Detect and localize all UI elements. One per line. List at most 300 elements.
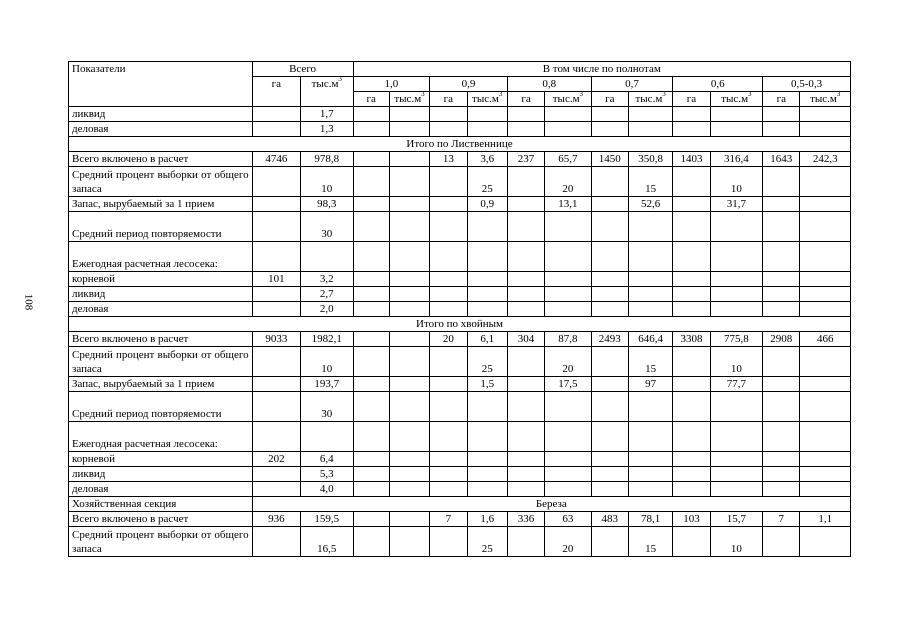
forest-allowance-table — [68, 61, 851, 557]
table-cell — [800, 452, 851, 467]
table-cell — [507, 467, 544, 482]
header-density-1: 1,0 — [353, 77, 430, 92]
table-cell — [252, 347, 300, 377]
table-cell — [763, 242, 800, 272]
header-unit-ha: га — [430, 92, 467, 107]
table-cell — [591, 242, 628, 272]
header-row-1 — [69, 62, 851, 77]
table-cell — [430, 167, 467, 197]
table-cell: 1,3 — [301, 122, 353, 137]
table-cell: 15 — [628, 527, 672, 557]
table-cell — [252, 422, 300, 452]
table-cell — [673, 212, 710, 242]
table-cell — [591, 377, 628, 392]
table-cell — [763, 122, 800, 137]
table-cell — [507, 272, 544, 287]
table-row — [69, 152, 851, 167]
table-cell — [353, 377, 389, 392]
table-cell — [800, 482, 851, 497]
table-cell: 1,1 — [800, 512, 851, 527]
table-cell — [467, 242, 507, 272]
table-cell — [673, 347, 710, 377]
table-cell: 20 — [545, 527, 591, 557]
table-cell — [353, 107, 389, 122]
table-cell — [467, 452, 507, 467]
table-cell: 101 — [252, 272, 300, 287]
header-unit-ha: га — [353, 92, 389, 107]
table-cell — [353, 422, 389, 452]
header-unit-ha: га — [673, 92, 710, 107]
table-cell: 466 — [800, 332, 851, 347]
section-label: Хозяйственная секция — [69, 497, 253, 512]
table-cell — [591, 197, 628, 212]
header-unit-m3: $тыс.м^3$ — [389, 92, 429, 107]
table-cell — [507, 167, 544, 197]
table-cell — [591, 527, 628, 557]
table-cell: 2908 — [763, 332, 800, 347]
row-label: деловая — [69, 302, 253, 317]
table-cell — [545, 422, 591, 452]
table-cell — [252, 167, 300, 197]
table-cell — [628, 392, 672, 422]
table-cell — [430, 287, 467, 302]
table-cell — [430, 377, 467, 392]
table-cell — [800, 272, 851, 287]
table-row — [69, 272, 851, 287]
table-cell: 6,4 — [301, 452, 353, 467]
table-cell — [507, 452, 544, 467]
table-cell — [763, 467, 800, 482]
header-unit-m3: $тыс.м^3$ — [800, 92, 851, 107]
table-cell — [389, 302, 429, 317]
table-cell — [252, 527, 300, 557]
header-density-4: 0,7 — [591, 77, 673, 92]
table-cell — [800, 302, 851, 317]
table-cell — [673, 377, 710, 392]
header-density-5: 0,6 — [673, 77, 763, 92]
table-cell — [591, 107, 628, 122]
header-unit-ha: га — [763, 92, 800, 107]
table-cell: 646,4 — [628, 332, 672, 347]
header-density-2: 0,9 — [430, 77, 508, 92]
table-cell — [467, 392, 507, 422]
header-total-m3: $тыс.м^3$ — [301, 77, 353, 107]
table-cell — [353, 242, 389, 272]
table-row — [69, 137, 851, 152]
table-cell — [507, 392, 544, 422]
table-cell — [800, 197, 851, 212]
table-cell: 10 — [710, 527, 762, 557]
row-label: деловая — [69, 122, 253, 137]
table-cell — [507, 422, 544, 452]
table-cell: 4,0 — [301, 482, 353, 497]
table-cell: 13 — [430, 152, 467, 167]
table-cell: 5,3 — [301, 467, 353, 482]
table-row — [69, 332, 851, 347]
table-cell — [800, 107, 851, 122]
table-cell — [301, 242, 353, 272]
table-cell — [430, 122, 467, 137]
table-cell — [763, 302, 800, 317]
table-cell — [389, 167, 429, 197]
header-indicators: Показатели — [69, 62, 253, 107]
table-cell: 202 — [252, 452, 300, 467]
table-cell — [763, 197, 800, 212]
table-cell: 52,6 — [628, 197, 672, 212]
table-cell: 25 — [467, 527, 507, 557]
table-row — [69, 497, 851, 512]
table-cell — [467, 212, 507, 242]
table-cell — [353, 482, 389, 497]
table-cell — [800, 122, 851, 137]
table-cell: 63 — [545, 512, 591, 527]
table-cell — [507, 242, 544, 272]
table-cell — [430, 422, 467, 452]
table-cell — [591, 347, 628, 377]
table-cell — [591, 122, 628, 137]
table-cell: 13,1 — [545, 197, 591, 212]
table-cell — [389, 377, 429, 392]
table-cell — [545, 122, 591, 137]
table-cell — [628, 482, 672, 497]
table-cell — [591, 482, 628, 497]
table-cell — [389, 287, 429, 302]
table-cell — [628, 302, 672, 317]
table-cell — [467, 272, 507, 287]
table-cell — [628, 272, 672, 287]
table-cell — [389, 197, 429, 212]
table-cell: 10 — [710, 167, 762, 197]
table-cell — [800, 467, 851, 482]
table-cell — [710, 212, 762, 242]
table-cell — [353, 272, 389, 287]
table-cell — [353, 152, 389, 167]
table-cell — [467, 287, 507, 302]
table-cell — [353, 527, 389, 557]
table-cell: 1643 — [763, 152, 800, 167]
table-cell: 304 — [507, 332, 544, 347]
table-cell — [591, 467, 628, 482]
table-cell: 3,6 — [467, 152, 507, 167]
table-cell: 1,5 — [467, 377, 507, 392]
table-cell — [710, 392, 762, 422]
table-cell — [628, 122, 672, 137]
table-cell — [800, 527, 851, 557]
table-cell — [389, 347, 429, 377]
table-cell — [673, 527, 710, 557]
table-cell — [301, 422, 353, 452]
table-cell — [252, 377, 300, 392]
table-cell — [353, 167, 389, 197]
table-cell — [507, 122, 544, 137]
table-cell — [673, 467, 710, 482]
table-row — [69, 467, 851, 482]
table-row — [69, 122, 851, 137]
table-cell: 78,1 — [628, 512, 672, 527]
table-cell — [389, 107, 429, 122]
table-cell — [467, 422, 507, 452]
table-cell — [763, 482, 800, 497]
table-cell: 7 — [763, 512, 800, 527]
table-cell — [252, 467, 300, 482]
table-row — [69, 197, 851, 212]
table-cell — [545, 212, 591, 242]
table-cell — [591, 302, 628, 317]
table-cell: 65,7 — [545, 152, 591, 167]
table-cell — [353, 287, 389, 302]
table-cell — [710, 107, 762, 122]
table-cell — [763, 272, 800, 287]
table-cell — [430, 272, 467, 287]
table-cell — [467, 107, 507, 122]
row-label: ликвид — [69, 467, 253, 482]
table-cell — [673, 392, 710, 422]
table-cell — [252, 392, 300, 422]
table-cell: 20 — [430, 332, 467, 347]
table-row — [69, 512, 851, 527]
table-row — [69, 392, 851, 422]
table-cell — [507, 107, 544, 122]
table-cell — [507, 302, 544, 317]
table-cell — [252, 197, 300, 212]
row-label: Ежегодная расчетная лесосека: — [69, 422, 253, 452]
table-cell — [389, 332, 429, 347]
table-cell: 316,4 — [710, 152, 762, 167]
header-unit-m3: $тыс.м^3$ — [710, 92, 762, 107]
table-cell — [545, 452, 591, 467]
section-header: Итого по Лиственнице — [69, 137, 851, 152]
table-cell — [591, 212, 628, 242]
table-cell — [673, 287, 710, 302]
table-row — [69, 452, 851, 467]
table-row — [69, 527, 851, 557]
table-cell — [673, 452, 710, 467]
table-row — [69, 347, 851, 377]
table-cell — [800, 212, 851, 242]
header-unit-ha: га — [591, 92, 628, 107]
table-cell: 1403 — [673, 152, 710, 167]
header-total: Всего — [252, 62, 353, 77]
row-label: ликвид — [69, 287, 253, 302]
table-cell — [467, 122, 507, 137]
table-cell — [252, 107, 300, 122]
table-cell — [430, 392, 467, 422]
table-cell — [353, 347, 389, 377]
row-label: корневой — [69, 272, 253, 287]
row-label: Средний процент выборки от общего запаса — [69, 167, 253, 197]
table-cell — [507, 377, 544, 392]
table-cell — [628, 422, 672, 452]
table-cell: 77,7 — [710, 377, 762, 392]
table-cell — [545, 302, 591, 317]
row-label: корневой — [69, 452, 253, 467]
header-density-6: 0,5-0,3 — [763, 77, 851, 92]
table-cell — [353, 512, 389, 527]
table-row — [69, 212, 851, 242]
table-cell — [353, 302, 389, 317]
table-cell — [430, 107, 467, 122]
table-cell: 31,7 — [710, 197, 762, 212]
table-cell: 30 — [301, 212, 353, 242]
table-cell — [507, 197, 544, 212]
table-cell — [763, 422, 800, 452]
table-cell — [628, 287, 672, 302]
row-label: Ежегодная расчетная лесосека: — [69, 242, 253, 272]
table-cell — [763, 167, 800, 197]
table-cell — [710, 122, 762, 137]
table-cell — [507, 287, 544, 302]
row-label: ликвид — [69, 107, 253, 122]
row-label: Всего включено в расчет — [69, 512, 253, 527]
table-cell — [353, 122, 389, 137]
table-cell: 2,0 — [301, 302, 353, 317]
table-cell — [800, 242, 851, 272]
table-cell — [673, 422, 710, 452]
header-density-3: 0,8 — [507, 77, 591, 92]
table-cell: 6,1 — [467, 332, 507, 347]
table-cell: 25 — [467, 167, 507, 197]
table-cell — [591, 392, 628, 422]
table-cell — [591, 287, 628, 302]
table-cell — [763, 527, 800, 557]
table-cell — [430, 242, 467, 272]
table-cell — [430, 302, 467, 317]
table-cell — [430, 347, 467, 377]
table-cell: 0,9 — [467, 197, 507, 212]
table-cell — [710, 272, 762, 287]
table-cell: 20 — [545, 167, 591, 197]
table-cell: 237 — [507, 152, 544, 167]
table-cell: 4746 — [252, 152, 300, 167]
table-cell — [545, 272, 591, 287]
table-row — [69, 107, 851, 122]
table-cell: 1450 — [591, 152, 628, 167]
table-cell — [430, 197, 467, 212]
table-cell: 25 — [467, 347, 507, 377]
table-row — [69, 287, 851, 302]
table-cell — [673, 272, 710, 287]
table-cell — [673, 197, 710, 212]
table-cell — [507, 212, 544, 242]
table-cell — [353, 332, 389, 347]
row-label: Средний процент выборки от общего запаса — [69, 527, 253, 557]
table-cell — [800, 422, 851, 452]
table-cell — [710, 482, 762, 497]
table-row — [69, 317, 851, 332]
table-cell: 1,7 — [301, 107, 353, 122]
table-cell — [467, 467, 507, 482]
table-cell — [800, 287, 851, 302]
table-cell — [800, 167, 851, 197]
table-cell — [353, 467, 389, 482]
row-label: Всего включено в расчет — [69, 332, 253, 347]
table-cell: 978,8 — [301, 152, 353, 167]
table-cell — [673, 122, 710, 137]
table-cell — [710, 422, 762, 452]
table-cell — [252, 482, 300, 497]
table-cell — [800, 392, 851, 422]
header-total-ha: га — [252, 77, 300, 107]
table-cell — [673, 242, 710, 272]
table-cell — [545, 242, 591, 272]
table-cell — [252, 242, 300, 272]
table-cell — [591, 167, 628, 197]
table-cell — [763, 347, 800, 377]
table-cell: 159,5 — [301, 512, 353, 527]
section-header: Итого по хвойным — [69, 317, 851, 332]
table-cell: 10 — [301, 167, 353, 197]
table-row — [69, 302, 851, 317]
table-cell — [389, 242, 429, 272]
table-cell: 242,3 — [800, 152, 851, 167]
table-cell — [673, 167, 710, 197]
table-cell — [507, 347, 544, 377]
table-cell — [545, 482, 591, 497]
table-cell: 483 — [591, 512, 628, 527]
table-cell — [353, 452, 389, 467]
table-cell: 350,8 — [628, 152, 672, 167]
table-cell: 336 — [507, 512, 544, 527]
table-cell: 7 — [430, 512, 467, 527]
table-cell — [353, 212, 389, 242]
table-cell — [628, 242, 672, 272]
table-row — [69, 242, 851, 272]
table-cell: 9033 — [252, 332, 300, 347]
table-cell — [545, 107, 591, 122]
table-cell — [763, 212, 800, 242]
row-label: деловая — [69, 482, 253, 497]
section-value: Береза — [252, 497, 850, 512]
table-cell — [467, 482, 507, 497]
table-cell: 103 — [673, 512, 710, 527]
table-cell — [252, 302, 300, 317]
table-cell: 193,7 — [301, 377, 353, 392]
row-label: Всего включено в расчет — [69, 152, 253, 167]
table-cell — [763, 287, 800, 302]
table-cell: 16,5 — [301, 527, 353, 557]
table-cell — [389, 212, 429, 242]
row-label: Средний период повторяемости — [69, 212, 253, 242]
row-label: Средний период повторяемости — [69, 392, 253, 422]
table-cell — [389, 512, 429, 527]
table-cell — [430, 452, 467, 467]
table-cell — [389, 482, 429, 497]
table-cell — [252, 122, 300, 137]
table-cell — [673, 482, 710, 497]
table-cell: 936 — [252, 512, 300, 527]
table-cell: 10 — [710, 347, 762, 377]
table-cell — [710, 287, 762, 302]
table-cell — [353, 392, 389, 422]
table-cell — [389, 527, 429, 557]
table-cell — [763, 377, 800, 392]
table-cell: 30 — [301, 392, 353, 422]
table-cell — [591, 452, 628, 467]
table-cell — [430, 482, 467, 497]
table-cell: 775,8 — [710, 332, 762, 347]
header-by-density: В том числе по полнотам — [353, 62, 850, 77]
table-cell — [628, 107, 672, 122]
table-cell: 3308 — [673, 332, 710, 347]
table-cell — [710, 452, 762, 467]
table-cell — [389, 392, 429, 422]
page-number: 108 — [22, 293, 35, 311]
table-cell — [628, 467, 672, 482]
table-cell — [763, 107, 800, 122]
table-cell: 98,3 — [301, 197, 353, 212]
table-cell — [389, 467, 429, 482]
table-cell — [389, 422, 429, 452]
